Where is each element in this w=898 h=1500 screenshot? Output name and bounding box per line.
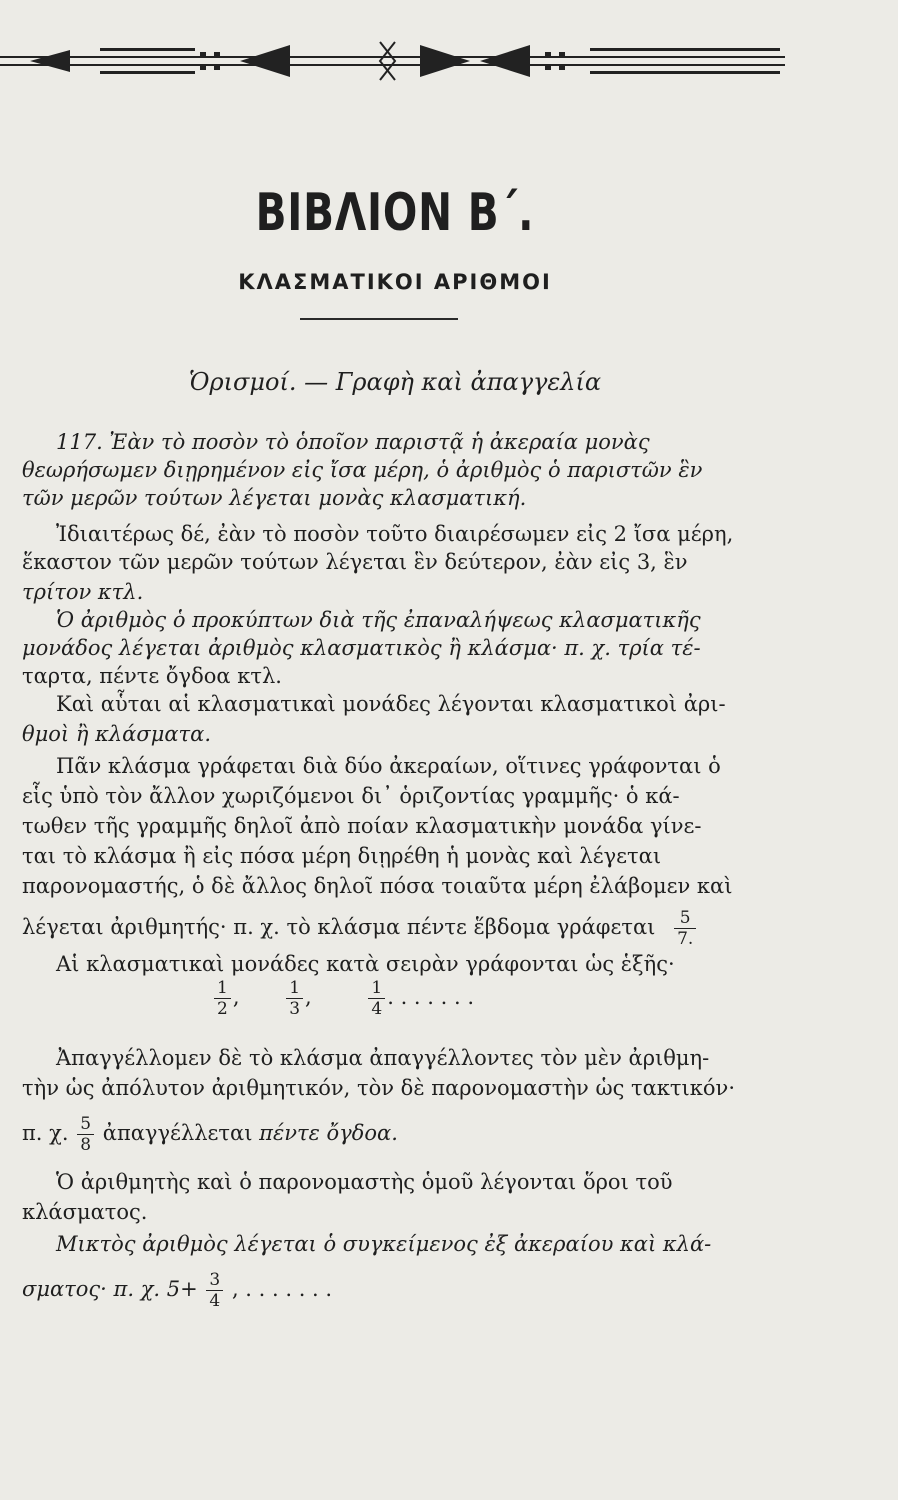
divider-rule xyxy=(300,318,458,320)
text-line: ἕκαστον τῶν μερῶν τούτων λέγεται ἓν δεύτερον, ἐὰν εἰς 3, ἓν xyxy=(22,550,688,574)
text-line: Ἀπαγγέλλομεν δὲ τὸ κλάσμα ἀπαγγέλλοντες τὸν μὲν ἀριθμη- xyxy=(56,1046,710,1070)
separator: , xyxy=(232,985,240,1009)
fraction-five-eighths xyxy=(77,1114,94,1155)
text-line: εἷς ὑπὸ τὸν ἄλλον χωριζόμενοι δι᾽ ὁριζοντίας γραμμῆς· ὁ κά- xyxy=(22,784,680,808)
decorative-header-ornament xyxy=(0,30,790,90)
text-line: 117. Ἐὰν τὸ ποσὸν τὸ ὁποῖον παριστᾷ ἡ ἀκεραία μονὰς xyxy=(56,430,650,454)
fraction-half xyxy=(214,978,231,1019)
fraction-numerator: 3 xyxy=(209,1270,221,1290)
text-span: ἀπαγγέλλεται xyxy=(102,1121,253,1145)
text-line: ταρτα, πέντε ὄγδοα κτλ. xyxy=(22,664,282,688)
text-line: Πᾶν κλάσμα γράφεται διὰ δύο ἀκεραίων, οἵτινες γράφονται ὁ xyxy=(56,754,721,778)
text-span: πέντε ὄγδοα. xyxy=(259,1121,398,1145)
text-line: θμοὶ ἢ κλάσματα. xyxy=(22,722,211,746)
text-line: μονάδος λέγεται ἀριθμὸς κλασματικὸς ἢ κλάσμα· π. χ. τρία τέ- xyxy=(22,636,701,660)
fraction-numerator: 1 xyxy=(289,978,301,998)
chapter-subtitle: ΚΛΑΣΜΑΤΙΚΟΙ ΑΡΙΘΜΟΙ xyxy=(238,270,552,294)
fraction-quarter xyxy=(368,978,385,1019)
text-line: Ἰδιαιτέρως δέ, ἐὰν τὸ ποσὸν τοῦτο διαιρέσωμεν εἰς 2 ἴσα μέρη, xyxy=(56,522,734,546)
fraction-numerator: 5 xyxy=(679,908,691,928)
text-line xyxy=(22,1270,332,1311)
section-heading: Ὁρισμοί. — Γραφὴ καὶ ἀπαγγελία xyxy=(188,368,602,396)
text-span: π. χ. xyxy=(22,1121,69,1145)
book-title: ΒΙΒΛΙΟΝ Β΄. xyxy=(255,183,535,243)
fraction-five-sevenths xyxy=(674,908,696,949)
text-line: Μικτὸς ἀριθμὸς λέγεται ὁ συγκείμενος ἐξ ἀκεραίου καὶ κλά- xyxy=(56,1232,712,1256)
text-line xyxy=(22,1114,398,1155)
fraction-three-quarters xyxy=(206,1270,223,1311)
text-line: θεωρήσωμεν διῃρημένον εἰς ἴσα μέρη, ὁ ἀριθμὸς ὁ παριστῶν ἓν xyxy=(22,458,703,482)
text-line: τρίτον κτλ. xyxy=(22,580,144,604)
ellipsis: . . . . . . . xyxy=(387,985,475,1009)
text-span: , . . . . . . . xyxy=(231,1277,333,1301)
text-line xyxy=(22,908,698,949)
fraction-numerator: 1 xyxy=(217,978,228,998)
fraction-numerator: 5 xyxy=(80,1114,92,1134)
text-line: Ὁ ἀριθμὸς ὁ προκύπτων διὰ τῆς ἐπαναλήψεως κλασματικῆς xyxy=(56,608,701,632)
fraction-denominator: 2 xyxy=(214,998,231,1019)
fraction-numerator: 1 xyxy=(371,978,383,998)
fraction-denominator: 4 xyxy=(206,1290,223,1311)
text-span: σματος· π. χ. 5+ xyxy=(22,1277,198,1301)
text-span: λέγεται ἀριθμητής· π. χ. τὸ κλάσμα πέντε ἕβδομα γράφεται xyxy=(22,915,656,939)
fraction-denominator: 4 xyxy=(368,998,385,1019)
separator: , xyxy=(305,985,312,1009)
fraction-third xyxy=(286,978,303,1019)
text-line: κλάσματος. xyxy=(22,1200,148,1224)
text-line: τωθεν τῆς γραμμῆς δηλοῖ ἀπὸ ποίαν κλασματικὴν μονάδα γίνε- xyxy=(22,814,702,838)
text-line: τῶν μερῶν τούτων λέγεται μονὰς κλασματική. xyxy=(22,486,527,510)
text-line: τὴν ὡς ἀπόλυτον ἀριθμητικόν, τὸν δὲ παρονομαστὴν ὡς τακτικόν· xyxy=(22,1076,735,1100)
text-line: παρονομαστής, ὁ δὲ ἄλλος δηλοῖ πόσα τοιαῦτα μέρη ἐλάβομεν καὶ xyxy=(22,874,733,898)
text-line: ται τὸ κλάσμα ἢ εἰς πόσα μέρη διῃρέθη ἡ μονὰς καὶ λέγεται xyxy=(22,844,662,868)
unit-fractions-row xyxy=(212,978,474,1019)
text-line: Αἱ κλασματικαὶ μονάδες κατὰ σειρὰν γράφονται ὡς ἑξῆς· xyxy=(56,952,675,976)
fraction-denominator: 8 xyxy=(77,1134,94,1155)
fraction-denominator: 3 xyxy=(286,998,303,1019)
text-line: Ὁ ἀριθμητὴς καὶ ὁ παρονομαστὴς ὁμοῦ λέγονται ὅροι τοῦ xyxy=(56,1170,673,1194)
text-line: Καὶ αὗται αἱ κλασματικαὶ μονάδες λέγονται κλασματικοὶ ἀρι- xyxy=(56,692,726,716)
fraction-denominator: 7. xyxy=(674,928,696,949)
